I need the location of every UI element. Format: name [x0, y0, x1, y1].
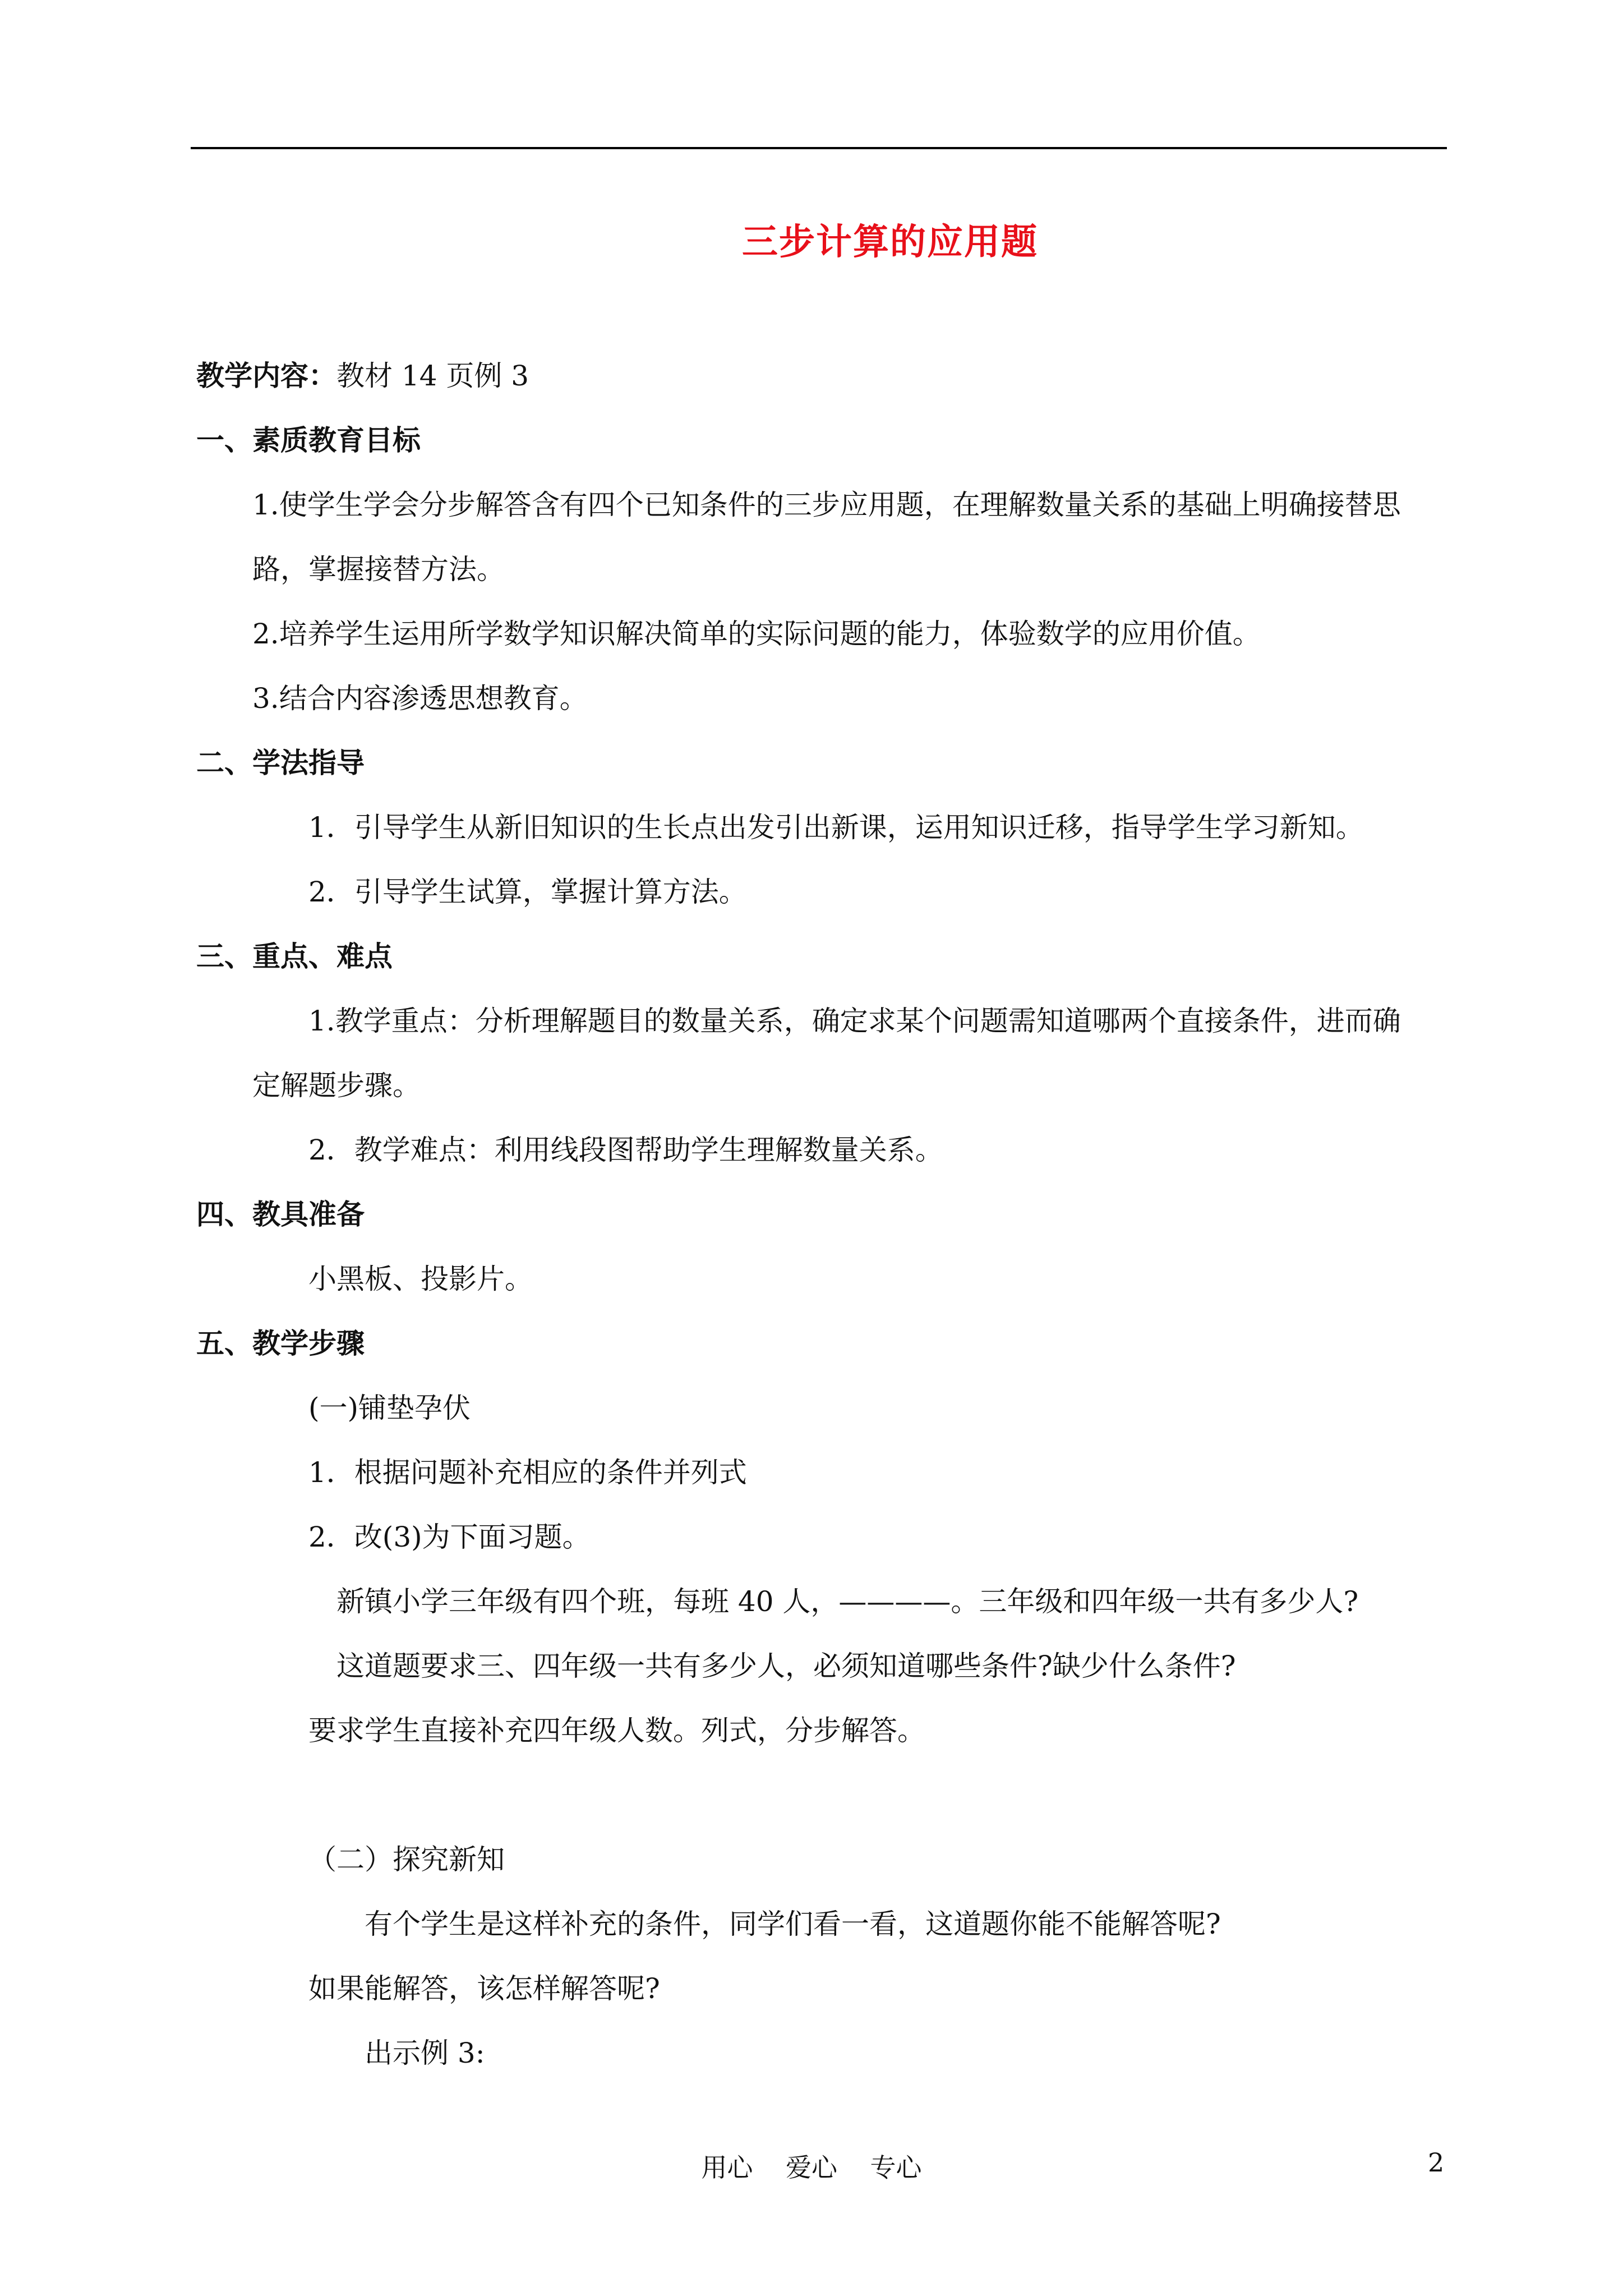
keypoint-2: 2．教学难点：利用线段图帮助学生理解数量关系。: [308, 1134, 943, 1166]
content-label: 教学内容：: [196, 359, 336, 392]
explore-line-3: 出示例 3:: [365, 2037, 485, 2069]
step-1-item-2: 2．改(3)为下面习题。: [308, 1521, 591, 1553]
method-2: 2．引导学生试算，掌握计算方法。: [308, 876, 747, 908]
step-subheading-2: （二）探究新知: [308, 1843, 505, 1876]
goal-2: 2.培养学生运用所学数学知识解决简单的实际问题的能力，体验数学的应用价值。: [252, 618, 1261, 650]
goal-3: 3.结合内容渗透思想教育。: [252, 682, 588, 715]
method-1: 1．引导学生从新旧知识的生长点出发引出新课，运用知识迁移，指导学生学习新知。: [308, 811, 1364, 844]
problem-text: 新镇小学三年级有四个班，每班 40 人，————。三年级和四年级一共有多少人?: [336, 1585, 1359, 1618]
problem-instruction: 要求学生直接补充四年级人数。列式，分步解答。: [308, 1714, 925, 1747]
header-rule: [191, 147, 1447, 149]
footer-motto: 用心 爱心 专心: [701, 2152, 922, 2183]
section-heading-2: 二、学法指导: [196, 746, 365, 779]
explore-line-1: 有个学生是这样补充的条件，同学们看一看，这道题你能不能解答呢?: [365, 1908, 1221, 1940]
keypoint-1-line-1: 1.教学重点：分析理解题目的数量关系，确定求某个问题需知道哪两个直接条件，进而确: [308, 1005, 1401, 1037]
document-title: 三步计算的应用题: [742, 221, 1038, 263]
goal-1-line-1: 1.使学生学会分步解答含有四个已知条件的三步应用题，在理解数量关系的基础上明确接替思: [252, 489, 1401, 521]
content-line: [196, 359, 529, 393]
goal-1-line-2: 路，掌握接替方法。: [252, 553, 505, 586]
step-1-item-1: 1．根据问题补充相应的条件并列式: [308, 1456, 747, 1489]
section-heading-4: 四、教具准备: [196, 1198, 365, 1231]
explore-line-2: 如果能解答，该怎样解答呢?: [308, 1972, 660, 2005]
content-value: 教材 14 页例 3: [336, 360, 529, 392]
section-heading-1: 一、素质教育目标: [196, 424, 421, 457]
keypoint-1-line-2: 定解题步骤。: [252, 1069, 421, 1102]
page-number: 2: [1428, 2147, 1445, 2178]
materials: 小黑板、投影片。: [308, 1263, 533, 1295]
problem-question: 这道题要求三、四年级一共有多少人，必须知道哪些条件?缺少什么条件?: [336, 1650, 1236, 1682]
section-heading-5: 五、教学步骤: [196, 1327, 365, 1360]
section-heading-3: 三、重点、难点: [196, 940, 393, 973]
step-subheading-1: (一)铺垫孕伏: [308, 1392, 471, 1424]
